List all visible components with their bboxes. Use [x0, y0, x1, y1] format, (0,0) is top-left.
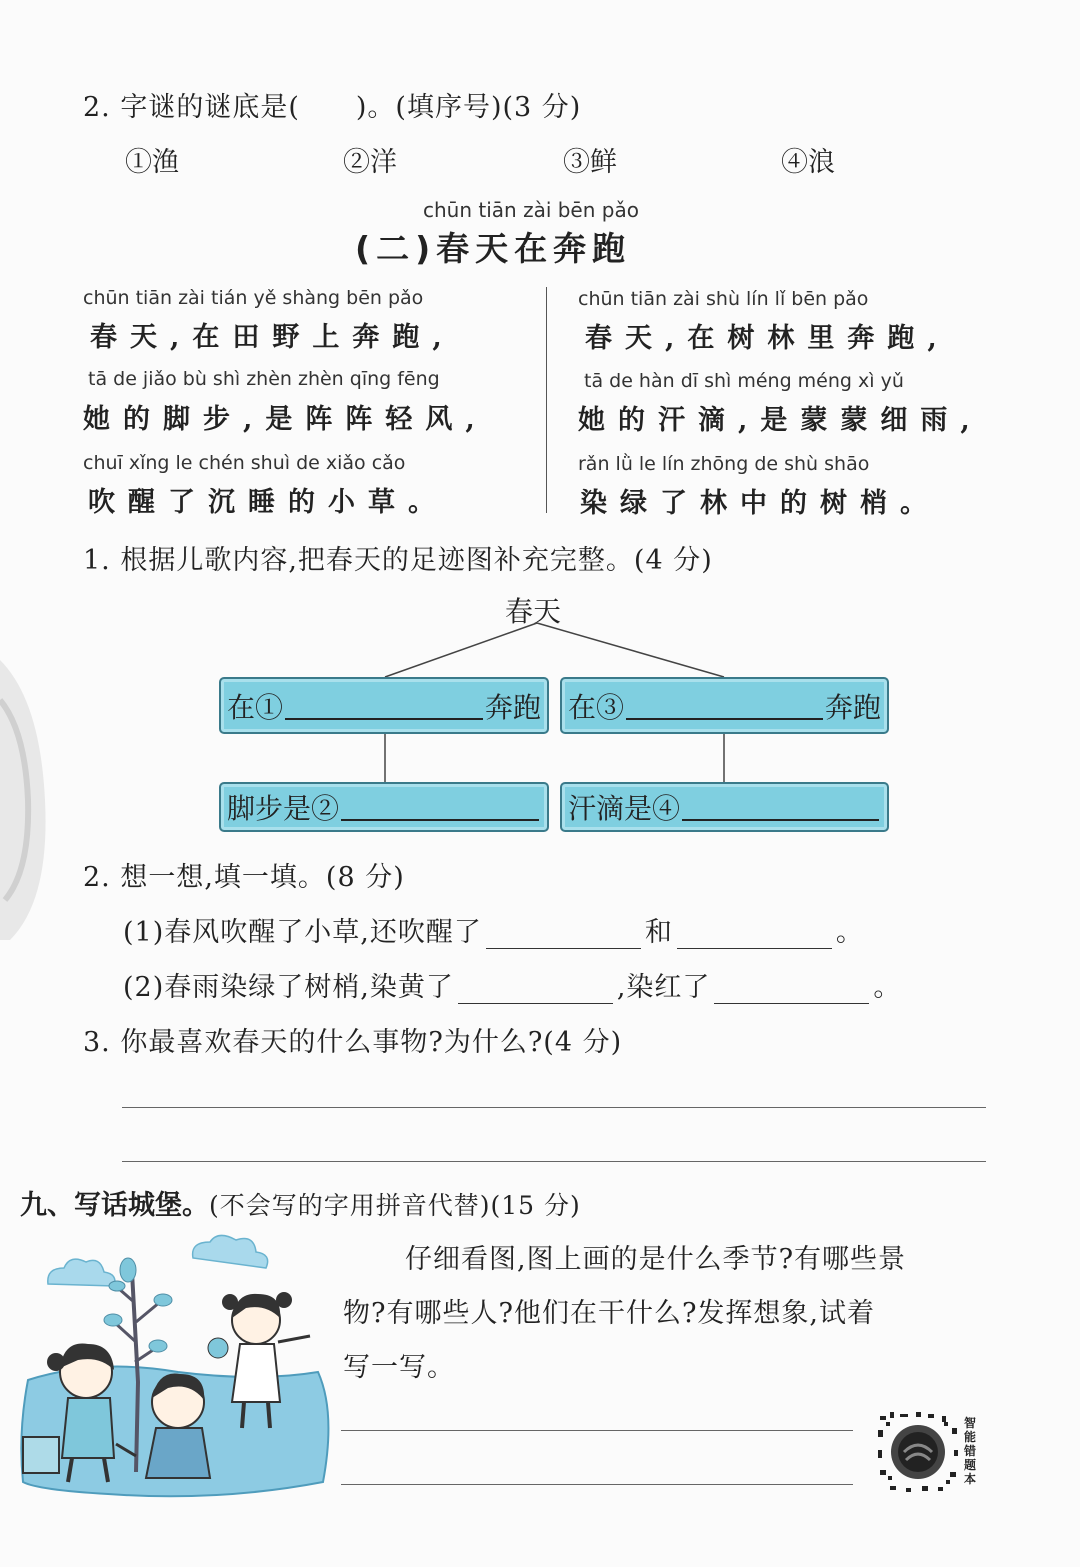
q3-text: 3. 你最喜欢春天的什么事物?为什么?(4 分) [83, 1027, 623, 1058]
section9-note: (不会写的字用拼音代替)(15 分) [209, 1191, 581, 1220]
tree-box-field [219, 677, 549, 734]
qr-code-icon [876, 1410, 960, 1494]
q2-sub1 [123, 910, 864, 949]
q2-sub1-blank1[interactable] [486, 920, 641, 949]
q2-sub1-b: 和 [644, 917, 673, 948]
riddle-option-1: ①渔 [125, 147, 179, 178]
q2-sub2-blank2[interactable] [714, 975, 869, 1004]
box-forest-suffix: 奔跑 [824, 690, 881, 724]
riddle-option-3: ③鲜 [563, 147, 617, 178]
qr-label: 智能错题本 [964, 1416, 977, 1486]
box-sweat-prefix: 汗滴是④ [568, 792, 681, 825]
q1-text: 1. 根据儿歌内容,把春天的足迹图补充完整。(4 分) [83, 545, 713, 576]
poem-left-pinyin-3: chuī xǐng le chén shuì de xiǎo cǎo [83, 452, 406, 474]
box-steps-prefix: 脚步是② [227, 792, 340, 825]
poem-right-line-3: 染绿了林中的树梢。 [580, 488, 940, 519]
poem-left-line-2: 她的脚步,是阵阵轻风, [83, 404, 488, 435]
children-planting-illustration [18, 1232, 336, 1502]
riddle-option-4: ④浪 [781, 147, 835, 178]
tree-root-label: 春天 [505, 595, 562, 628]
section9-prompt-line-3: 写一写。 [343, 1352, 455, 1383]
box-forest-prefix: 在③ [568, 690, 625, 724]
q2-text: 2. 想一想,填一填。(8 分) [83, 862, 405, 893]
section9-answer-line-2[interactable] [341, 1484, 853, 1485]
tree-box-forest [560, 677, 889, 734]
q2-sub1-blank2[interactable] [677, 920, 832, 949]
poem-title-pinyin: chūn tiān zài bēn pǎo [423, 198, 639, 222]
poem-right-line-1: 春天,在树林里奔跑, [585, 323, 950, 354]
poem-right-pinyin-1: chūn tiān zài shù lín lǐ bēn pǎo [578, 288, 869, 310]
box-field-blank[interactable] [285, 692, 483, 720]
box-sweat-blank[interactable] [682, 793, 879, 821]
poem-left-line-1: 春天,在田野上奔跑, [90, 322, 455, 353]
section9-title: 九、写话城堡。 [20, 1190, 209, 1221]
box-field-prefix: 在① [227, 690, 284, 724]
box-field-suffix: 奔跑 [484, 690, 541, 724]
riddle-question: 2. 字谜的谜底是( )。(填序号)(3 分) [83, 92, 582, 123]
q2-sub1-end: 。 [835, 917, 864, 948]
riddle-option-2: ②洋 [343, 147, 397, 178]
poem-right-pinyin-2: tā de hàn dī shì méng méng xì yǔ [584, 370, 904, 392]
q2-sub2-blank1[interactable] [458, 975, 613, 1004]
poem-title: (二)春天在奔跑 [355, 229, 632, 268]
section9-answer-line-1[interactable] [341, 1430, 853, 1431]
q2-sub2-end: 。 [873, 972, 902, 1003]
box-steps-blank[interactable] [341, 793, 539, 821]
section9-heading [20, 1183, 581, 1222]
q2-sub2-b: ,染红了 [616, 972, 711, 1003]
section9-prompt-line-2: 物?有哪些人?他们在干什么?发挥想象,试着 [343, 1298, 876, 1329]
tree-box-steps [219, 782, 549, 832]
tree-box-sweat [560, 782, 889, 832]
poem-left-line-3: 吹醒了沉睡的小草。 [88, 487, 448, 518]
section9-prompt-line-1: 仔细看图,图上画的是什么季节?有哪些景 [405, 1244, 907, 1275]
q3-answer-line-2[interactable] [122, 1161, 986, 1162]
poem-right-line-2: 她的汗滴,是蒙蒙细雨, [578, 405, 983, 436]
q3-answer-line-1[interactable] [122, 1107, 986, 1108]
q2-sub1-a: (1)春风吹醒了小草,还吹醒了 [123, 917, 482, 948]
poem-left-pinyin-1: chūn tiān zài tián yě shàng bēn pǎo [83, 287, 424, 309]
q2-sub2-a: (2)春雨染绿了树梢,染黄了 [123, 972, 454, 1003]
q2-sub2 [123, 965, 901, 1004]
poem-right-pinyin-3: rǎn lǜ le lín zhōng de shù shāo [578, 453, 870, 475]
box-forest-blank[interactable] [626, 692, 823, 720]
poem-left-pinyin-2: tā de jiǎo bù shì zhèn zhèn qīng fēng [88, 368, 440, 390]
